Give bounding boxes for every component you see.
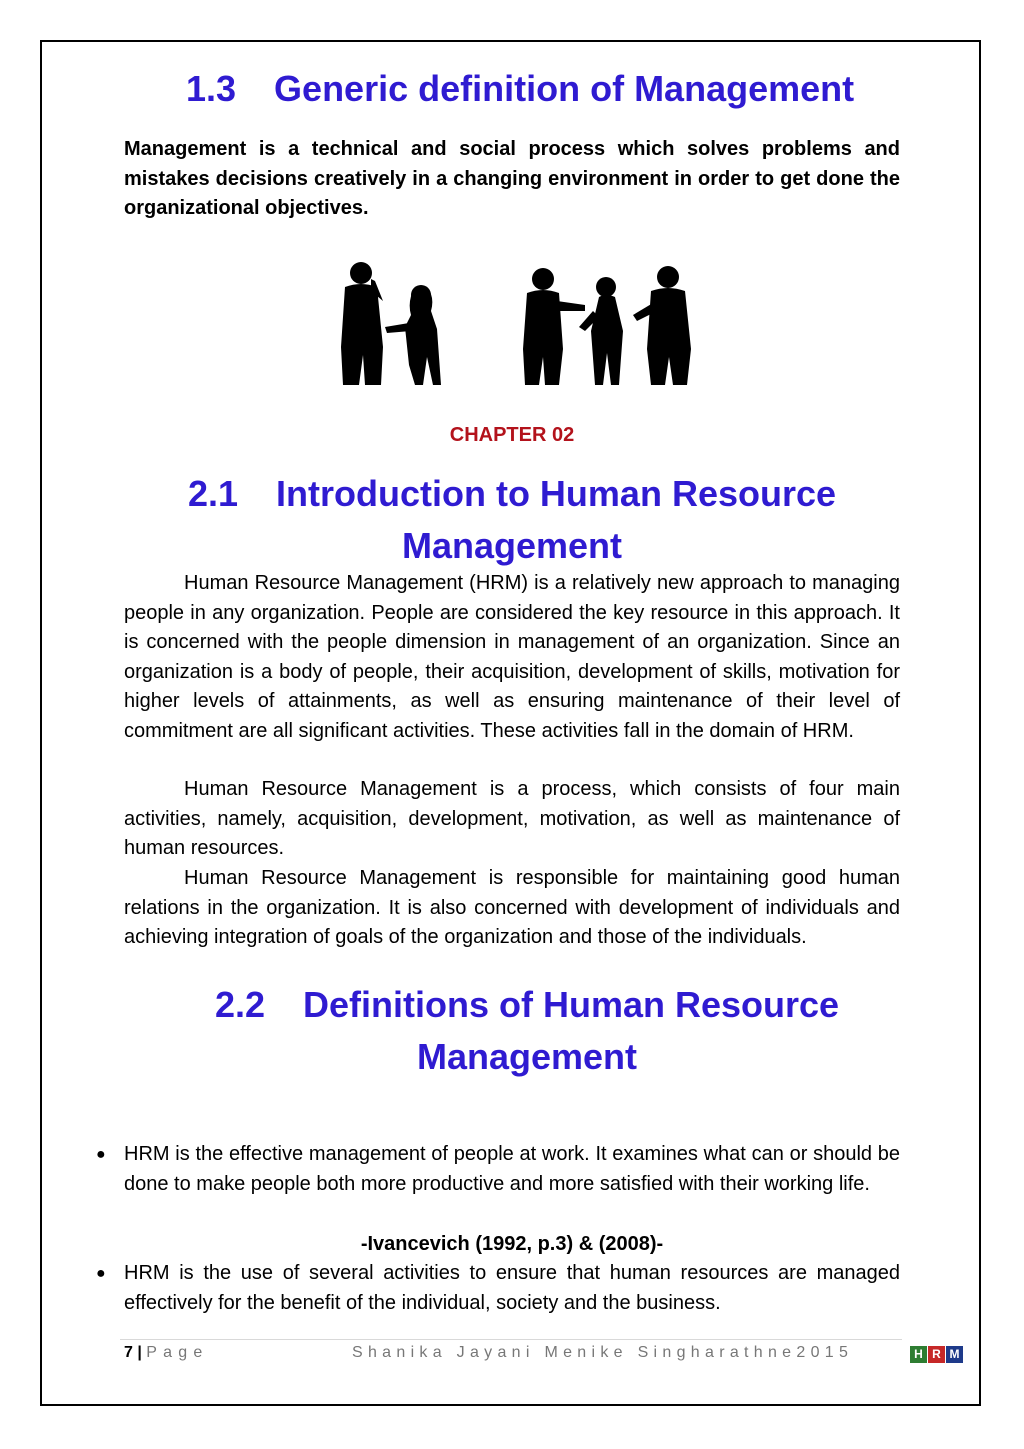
section-number: 1.3 — [186, 68, 237, 109]
citation: -Ivancevich (1992, p.3) & (2008)- — [360, 1233, 664, 1255]
author-credit: Shanika Jayani Menike Singharathne2015 — [352, 1344, 854, 1361]
hrm-intro-paragraph-2 — [124, 775, 900, 864]
page-footer — [124, 1341, 854, 1365]
section-title-line1: Definitions of Human Resource — [302, 984, 840, 1025]
section-1-3-heading — [186, 63, 854, 115]
bullet-dot-icon: ● — [96, 1265, 106, 1282]
hrm-intro-paragraph-1 — [124, 569, 900, 746]
page-number: 7 — [124, 1344, 133, 1361]
hrm-definition-1: HRM is the effective management of people at work. It examines what can or should be done to make people both more productive and more satisfied with their working life. — [124, 1143, 900, 1195]
paragraph-text: Human Resource Management (HRM) is a relatively new approach to managing people in any organization. People are considered the key resource in this approach. It is concerned with the people dimension in management of an organization. Since an organization is a body of people, their acquisition, development of skills, motivation for higher levels of attainments, as well as ensuring maintenance of their level of commitment are all significant activities. These activities fall in the domain of HRM. — [124, 572, 900, 742]
page-separator: | — [132, 1344, 147, 1361]
footer-divider — [120, 1339, 902, 1340]
logo-letter-h: H — [910, 1346, 927, 1363]
section-title-line2: Management — [401, 525, 623, 566]
logo-letter-r: R — [928, 1346, 945, 1363]
paragraph-text: Human Resource Management is responsible for maintaining good human relations in the organization. It is also concerned with development of individuals and achieving integration of goals of the organization and those of the individuals. — [124, 867, 900, 948]
section-title-line1: Introduction to Human Resource — [276, 473, 837, 514]
bullet-dot-icon: ● — [96, 1146, 106, 1163]
section-number: 2.2 — [214, 984, 265, 1025]
section-2-1-heading — [0, 468, 1024, 572]
logo-letter-m: M — [946, 1346, 963, 1363]
section-title-line2: Management — [416, 1036, 638, 1077]
paragraph-text: Human Resource Management is a process, which consists of four main activities, namely, acquisition, development, motivation, as well as maintenance of human resources. — [124, 778, 900, 859]
business-people-silhouettes-icon — [323, 257, 703, 387]
hrm-intro-paragraph-3 — [124, 864, 900, 953]
section-number: 2.1 — [187, 473, 238, 514]
section-2-2-heading — [0, 979, 1024, 1083]
section-title: Generic definition of Management — [274, 68, 855, 109]
hrm-logo — [910, 1346, 963, 1363]
hrm-definition-2: HRM is the use of several activities to ensure that human resources are managed effectively for the benefit of the individual, society and the business. — [124, 1262, 900, 1314]
page-word: Page — [146, 1344, 209, 1361]
chapter-label: CHAPTER 02 — [449, 424, 575, 446]
management-definition: Management is a technical and social process which solves problems and mistakes decisions creatively in a changing environment in order to get done the organizational objectives. — [124, 138, 900, 219]
